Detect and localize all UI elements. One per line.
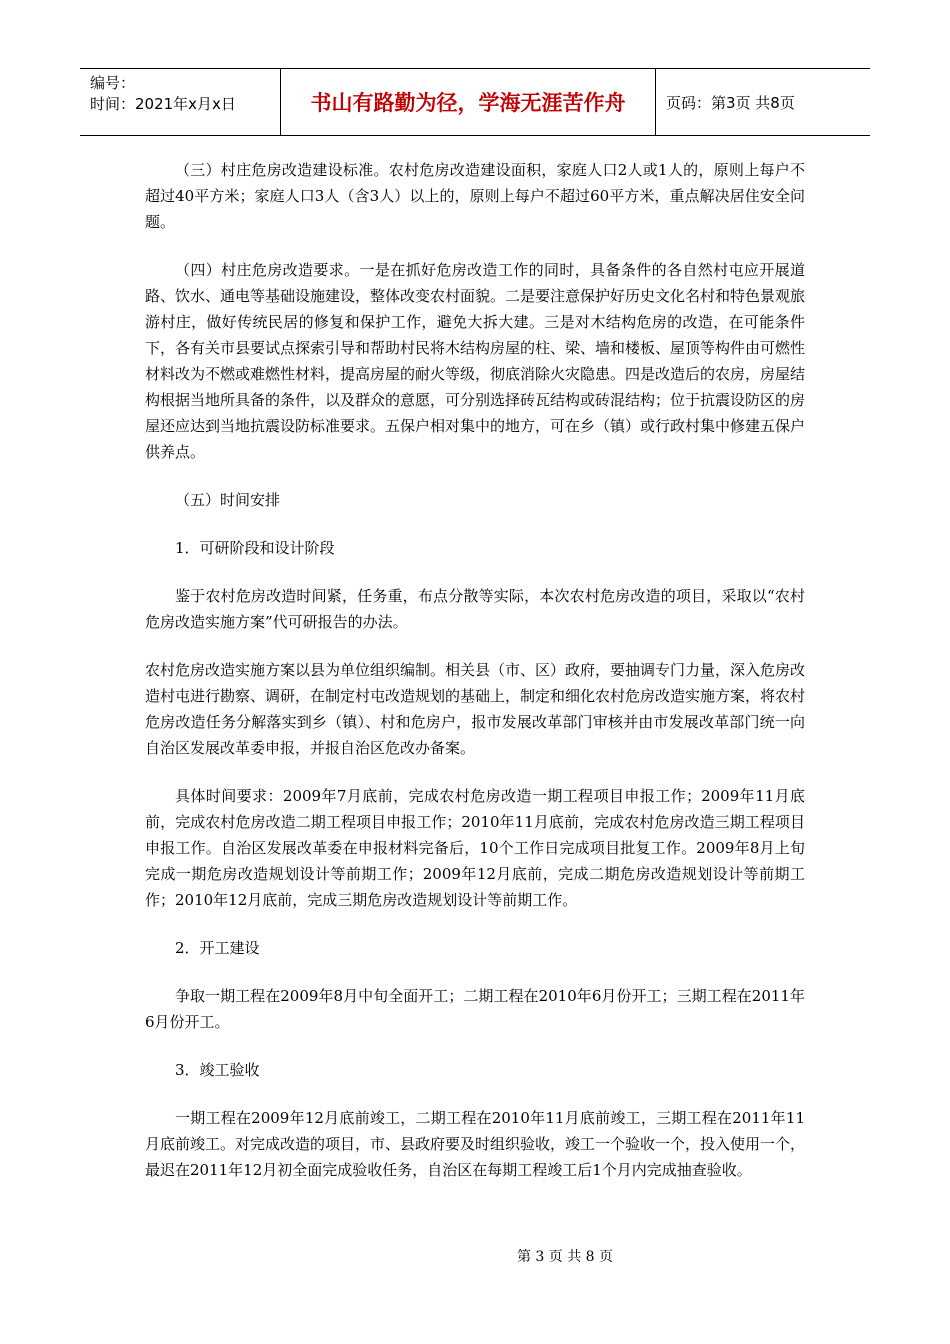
serial-label: 编号： [90, 74, 136, 92]
heading-construction-start: 2．开工建设 [175, 939, 260, 957]
paragraph-acceptance: 一期工程在2009年12月底前竣工，二期工程在2010年11月底前竣工，三期工程在2011年11月底前竣工。对完成改造的项目，市、县政府要及时组织验收，竣工一个验收一个，投入使用一个，最迟在2011年12月初全面完成验收任务，自治区在每期工程竣工后1个月内完成抽查验收。 [145, 1109, 806, 1179]
paragraph-feasibility: 鉴于农村危房改造时间紧，任务重，布点分散等实际，本次农村危房改造的项目，采取以“农村危房改造实施方案”代可研报告的办法。 [145, 587, 805, 631]
header-motto: 书山有路勤为径，学海无涯苦作舟 [281, 69, 656, 135]
paragraph-construction-standard: （三）村庄危房改造建设标准。农村危房改造建设面积，家庭人口2人或1人的，原则上每户不超过40平方米；家庭人口3人（含3人）以上的，原则上每户不超过60平方米，重点解决居住安全问题。 [145, 161, 805, 231]
paragraph-timeline: 具体时间要求：2009年7月底前，完成农村危房改造一期工程项目申报工作；2009年11月底前，完成农村危房改造二期工程项目申报工作；2010年11月底前，完成农村危房改造三期工程项目申报工作。自治区发展改革委在申报材料完备后，10个工作日完成项目批复工作。2009年8月上旬完成一期危房改造规划设计等前期工作；2009年12月底前，完成二期危房改造规划设计等前期工作；2010年12月底前，完成三期危房改造规划设计等前期工作。 [145, 787, 805, 909]
date-label: 时间：2021年x月x日 [90, 95, 236, 113]
page-header [80, 68, 870, 136]
header-page-number: 页码：第3页 共8页 [666, 93, 795, 112]
header-meta [80, 69, 281, 135]
document-body [145, 157, 805, 1183]
heading-feasibility-design: 1．可研阶段和设计阶段 [175, 539, 335, 557]
page-footer: 第 3 页 共 8 页 [516, 1249, 614, 1265]
paragraph-construction-start: 争取一期工程在2009年8月中旬全面开工；二期工程在2010年6月份开工；三期工程在2011年6月份开工。 [145, 987, 805, 1031]
heading-acceptance: 3．竣工验收 [175, 1061, 260, 1079]
paragraph-implementation-plan: 农村危房改造实施方案以县为单位组织编制。相关县（市、区）政府，要抽调专门力量，深入危房改造村屯进行勘察、调研，在制定村屯改造规划的基础上，制定和细化农村危房改造实施方案，将农村危房改造任务分解落实到乡（镇）、村和危房户，报市发展改革部门审核并由市发展改革部门统一向自治区发展改革委申报，并报自治区危改办备案。 [145, 661, 806, 757]
paragraph-renovation-requirements: （四）村庄危房改造要求。一是在抓好危房改造工作的同时，具备条件的各自然村屯应开展道路、饮水、通电等基础设施建设，整体改变农村面貌。二是要注意保护好历史文化名村和特色景观旅游村庄，做好传统民居的修复和保护工作，避免大拆大建。三是对木结构危房的改造，在可能条件下，各有关市县要试点探索引导和帮助村民将木结构房屋的柱、梁、墙和楼板、屋顶等构件由可燃性材料改为不燃或难燃性材料，提高房屋的耐火等级，彻底消除火灾隐患。四是改造后的农房，房屋结构根据当地所具备的条件，以及群众的意愿，可分别选择砖瓦结构或砖混结构；位于抗震设防区的房屋还应达到当地抗震设防标准要求。五保户相对集中的地方，可在乡（镇）或行政村集中修建五保户供养点。 [145, 261, 806, 461]
heading-schedule: （五）时间安排 [175, 491, 281, 509]
